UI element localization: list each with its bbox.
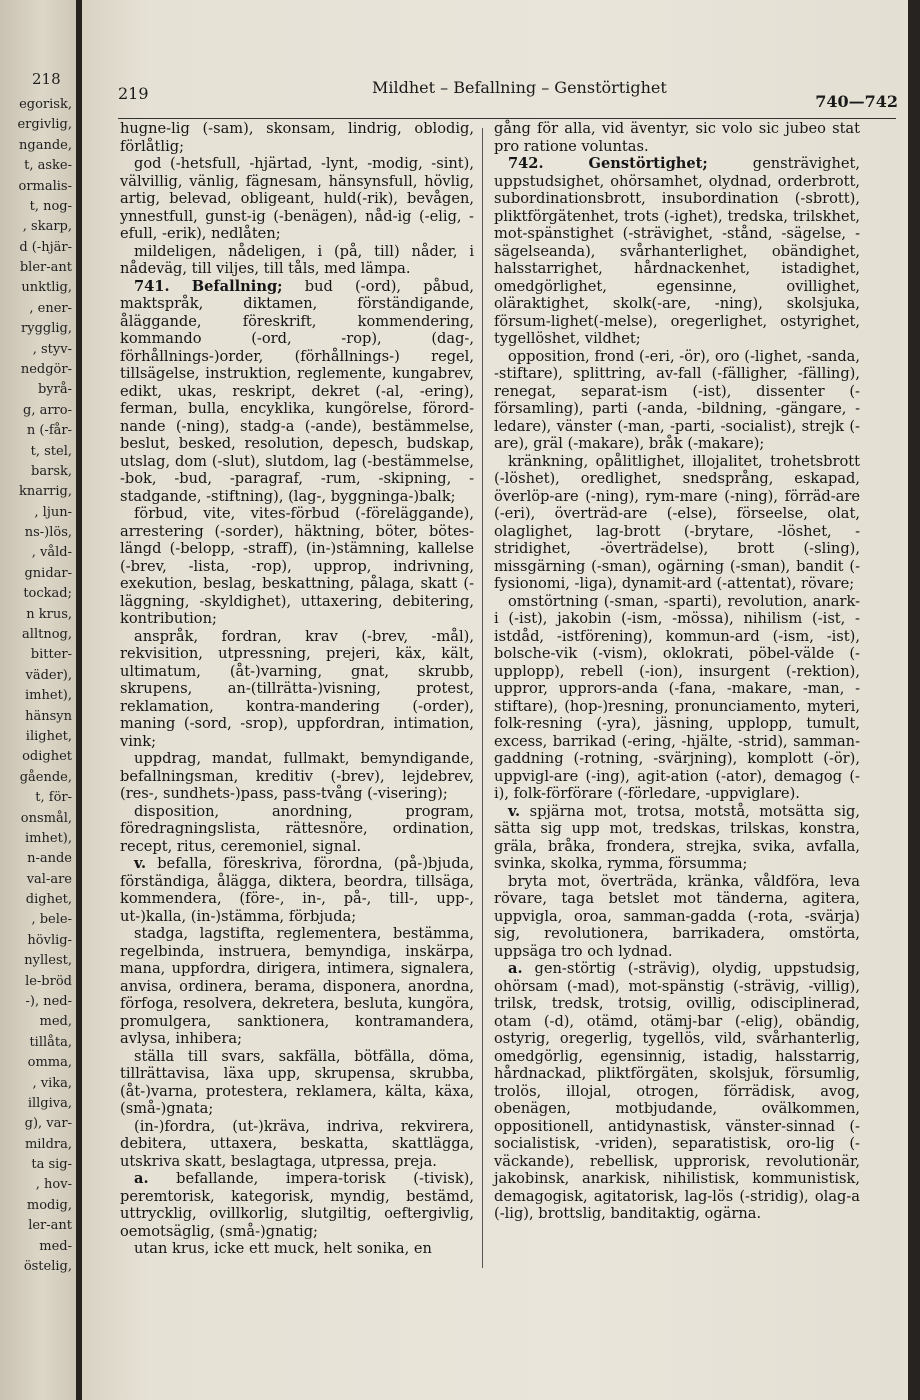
previous-page-fragment: bler-ant [19,260,72,275]
entry-text: förbud, vite, vites-förbud (-föreläggande), arrestering (-sorder), häktning, böter, bötes-längd (-belopp, -straff), (in-)stämning, kallelse (-brev, -lista, -rop), upprop, indrivning, exekution, beslag, beskattning, pålaga, skatt (-läggning, -skyldighet), uttaxering, debitering, kontribution; [120,505,474,627]
previous-page-number: 218 [32,70,61,88]
previous-page-fragment: imhet), [25,831,72,846]
header-rule [118,118,896,119]
previous-page-fragment: n krus, [26,607,72,622]
entry-text: gång för alla, vid äventyr, sic volo sic jubeo stat pro ratione voluntas. [494,120,860,155]
previous-page-strip [0,0,76,1400]
previous-page-fragment: , våld- [31,545,72,560]
dictionary-paragraph [120,278,474,506]
previous-page-fragment: t, nog- [29,199,72,214]
entry-range: 740—742 [815,92,898,111]
previous-page-fragment: g, arro- [23,403,72,418]
dictionary-paragraph [120,1118,474,1171]
previous-page-fragment: t, aske- [24,158,72,173]
previous-page-fragment: , ljun- [34,505,72,520]
entry-headword: Befallning; [191,277,283,295]
entry-text: bud (-ord), påbud, maktspråk, diktamen, förständigande, åläggande, föreskrift, kommendering, kommando (-ord, -rop), (dag-, förhållnings-)order, (förhållnings-) regel, tillsägelse, instruktion, reglemente, kungabrev, edikt, ukas, reskript, dekret (-al, -ering), ferman, bulla, encyklika, kungörelse, förord-nande (-ning), stadg-a (-ande), bestämmelse, beslut, besked, resolution, depesch, budskap, utslag, dom (-slut), slutdom, lag (-bestämmelse, -bok, -bud, -paragraf, -rum, -skipning, -stadgande, -stiftning), (lag-, byggninga-)balk; [120,277,475,505]
previous-page-fragment: val-are [26,872,72,887]
previous-page-fragment: gnidar- [24,566,72,581]
entry-headword: Genstörtighet; [588,155,708,172]
previous-page-fragment: med- [39,1239,72,1254]
running-title: Mildhet – Befallning – Genstörtighet [372,78,667,97]
entry-number: v. [134,855,147,872]
dictionary-paragraph [494,155,860,348]
entry-text: uppdrag, mandat, fullmakt, bemyndigande, befallningsman, kreditiv (-brev), lejdebrev, (res-, sundhets-)pass, pass-tvång (-visering); [120,750,474,802]
previous-page-fragment: t, för- [35,790,72,805]
previous-page-fragment: rygglig, [21,321,72,336]
previous-page-fragment: n-ande [27,851,72,866]
dictionary-paragraph [120,1048,474,1118]
previous-page-fragment: n (-får- [26,423,72,438]
previous-page-fragment: illgiva, [27,1096,72,1111]
dictionary-paragraph [120,1240,474,1258]
previous-page-fragment: hänsyn [25,709,72,724]
entry-text: befallande, impera-torisk (-tivisk), peremtorisk, kategorisk, myndig, bestämd, uttrycklig, ovillkorlig, slutgiltig, oeftergivlig, oemotsäglig, (små-)gnatig; [120,1170,474,1240]
entry-number: a. [134,1170,149,1187]
previous-page-fragment: imhet), [25,688,72,703]
previous-page-fragment: dighet, [25,892,72,907]
previous-page-fragment: med, [39,1014,72,1029]
dictionary-paragraph [120,925,474,1048]
previous-page-fragment: -), ned- [25,994,72,1009]
previous-page-fragment: knarrig, [18,484,72,499]
previous-page-fragment: egorisk, [19,97,72,112]
entry-text: gen-störtig (-strävig), olydig, uppstudsig, ohörsam (-mad), mot-spänstig (-strävig, -villig), trilsk, tredsk, trotsig, ovillig, odisciplinerad, otam (-d), otämd, otämj-bar (-elig), obändig, ostyrig, oregerlig, tygellös, vild, svårhanterlig, omedgörlig, egensinnig, istadig, halsstarrig, hårdnackad, pliktförgäten, skolsjuk, försumlig, trolös, illojal, otrogen, förrädisk, avog, obenägen, motbjudande, ovälkommen, oppositionell, antidynastisk, vänster-sinnad (-socialistisk, -vriden), separatistisk, oro-lig (-väckande), rebellisk, upprorisk, revolutionär, jakobinsk, anarkisk, nihilistisk, kommunistisk, demagogisk, agitatorisk, lag-lös (-stridig), olag-a (-lig), brottslig, banditaktig, ogärna. [494,960,861,1222]
entry-text: kränkning, opålitlighet, illojalitet, trohetsbrott (-löshet), oredlighet, snedsprång, eskapad, överlöp-are (-ning), rym-mare (-ning), förräd-are (-eri), överträd-are (-else), förseelse, olat, olaglighet, lag-brott (-brytare, -löshet, -stridighet, -överträdelse), brott (-sling), missgärning (-sman), ogärning (-sman), bandit (-fysionomi, -liga), dynamit-ard (-attentat), rövare; [494,452,860,592]
dictionary-paragraph [120,750,474,803]
previous-page-fragment: t, stel, [30,444,72,459]
previous-page-fragment: tockad; [23,586,72,601]
previous-page-fragment: nyllest, [24,953,72,968]
previous-page-fragment: ns-)lös, [24,525,72,540]
dictionary-paragraph [494,960,860,1223]
previous-page-fragment: ormalis- [18,179,72,194]
previous-page-fragment: unktlig, [21,280,72,295]
entry-text: bryta mot, överträda, kränka, våldföra, leva rövare, taga betslet mot tänderna, agitera, uppvigla, oroa, samman-gadda (-rota, -svärja) sig, revolutionera, barrikadera, omstörta, uppsäga tro och lydnad. [494,872,860,960]
previous-page-fragment: , skarp, [22,219,72,234]
entry-number: 741. [134,277,170,295]
previous-page-fragment: ergivlig, [17,117,72,132]
dictionary-paragraph [494,873,860,961]
dictionary-paragraph [120,855,474,925]
entry-text: befalla, föreskriva, förordna, (på-)bjuda, förständiga, ålägga, diktera, beordra, tillsäga, kommendera, (före-, in-, på-, till-, upp-, ut-)kalla, (in-)stämma, förbjuda; [120,855,474,925]
right-column [494,120,860,1223]
entry-text: utan krus, icke ett muck, helt sonika, en [134,1240,432,1257]
dictionary-paragraph [120,243,474,278]
left-column [120,120,474,1258]
dictionary-paragraph [494,803,860,873]
entry-text: gensträvighet, uppstudsighet, ohörsamhet, olydnad, orderbrott, subordinationsbrott, insubordination (-sbrott), pliktförgätenhet, trots (-ighet), tredska, trilskhet, mot-spänstighet (-strävighet, -stånd, -sägelse, -sägelseanda), svårhanterlighet, obändighet, halsstarrighet, hårdnackenhet, istadighet, omedgörlighet, egensinne, ovillighet, oläraktighet, skolk(-are, -ning), skolsjuka, försum-lighet(-melse), oregerlighet, ostyrighet, tygellöshet, vildhet; [494,155,861,347]
dictionary-paragraph [494,453,860,593]
entry-text: omstörtning (-sman, -sparti), revolution, anark-i (-ist), jakobin (-ism, -mössa), nihilism (-ist, -istdåd, -istförening), kommun-ard (-ism, -ist), bolsche-vik (-vism), oklokrati, pöbel-välde (-upplopp), rebell (-ion), insurgent (-rektion), uppror, upprors-anda (-fana, -makare, -man, -stiftare), (hop-)resning, pronunciamento, myteri, folk-resning (-yra), jäsning, upplopp, tumult, excess, barrikad (-ering, -hjälte, -strid), samman-gaddning (-rotning, -svärjning), komplott (-ör), uppvigl-are (-ing), agit-ation (-ator), demagog (-i), folk-förförare (-förledare, -uppviglare). [494,592,860,802]
entry-text: anspråk, fordran, krav (-brev, -mål), rekvisition, utpressning, prejeri, käx, kält, ultimatum, (åt-)varning, gnat, skrubb, skrupens, an-(tillrätta-)visning, protest, reklamation, kontra-mandering (-order), maning (-sord, -srop), uppfordran, intimation, vink; [120,627,474,750]
previous-page-fragment: ngande, [19,138,72,153]
previous-page-fragment: modig, [26,1198,72,1213]
previous-page-fragment: odighet [22,749,72,764]
entry-number: v. [508,802,521,820]
dictionary-paragraph [494,593,860,803]
dictionary-paragraph [120,628,474,751]
dictionary-paragraph [120,803,474,856]
entry-text: opposition, frond (-eri, -ör), oro (-lighet, -sanda, -stiftare), splittring, av-fall (-fälligher, -fälling), renegat, separat-ism (-ist), dissenter (-församling), parti (-anda, -bildning, -gängare, -ledare), vänster (-man, -parti, -socialist), strejk (-are), gräl (-makare), bråk (-makare); [494,347,860,452]
previous-page-fragment: byrå- [37,382,72,397]
previous-page-fragment: nedgör- [20,362,72,377]
previous-page-fragment: , ener- [29,301,72,316]
entry-text: disposition, anordning, program, föredragningslista, rättesnöre, ordination, recept, ritus, ceremoniel, signal. [120,802,474,855]
previous-page-fragment: barsk, [31,464,72,479]
previous-page-fragment: hövlig- [27,933,72,948]
entry-text: hugne-lig (-sam), skonsam, lindrig, oblodig, förlåtlig; [120,120,474,155]
page-number: 219 [118,84,149,103]
previous-page-fragment: mildra, [24,1137,72,1152]
entry-text: god (-hetsfull, -hjärtad, -lynt, -modig, -sint), välvillig, vänlig, fägnesam, hänsynsfull, hövlig, artig, belevad, obligeant, huld(-rik), bevågen, ynnestfull, gunst-ig (-benägen), nåd-ig (-elig, -efull, -erik), nedlåten; [120,155,474,242]
previous-page-fragment: östelig, [23,1259,72,1274]
entry-text: ställa till svars, sakfälla, bötfälla, döma, tillrättavisa, läxa upp, skrupensa, skrubba, (åt-)varna, protestera, reklamera, kälta, käxa, (små-)gnata; [120,1047,474,1117]
previous-page-fragment: , bele- [31,912,72,927]
previous-page-fragment: ler-ant [28,1218,72,1233]
dictionary-page [82,0,908,1400]
dictionary-paragraph [120,505,474,628]
entry-text: (in-)fordra, (ut-)kräva, indriva, rekvirera, debitera, uttaxera, beskatta, skattlägga, utskriva skatt, beslagtaga, utpressa, preja. [120,1117,474,1170]
previous-page-fragment: väder), [25,668,72,683]
previous-page-fragment: tillåta, [29,1035,72,1050]
entry-number: 742. [508,155,544,172]
dictionary-paragraph [494,348,860,453]
previous-page-fragment: alltnog, [22,627,72,642]
column-divider [482,128,483,1268]
previous-page-fragment: omma, [27,1055,72,1070]
previous-page-fragment: bitter- [30,647,72,662]
entry-text: spjärna mot, trotsa, motstå, motsätta sig, sätta sig upp mot, tredskas, trilskas, konstra, gräla, bråka, frondera, strejka, svika, avfalla, svinka, skolka, rymma, försumma; [494,802,860,872]
entry-text: mildeligen, nådeligen, i (på, till) nåder, i nådeväg, till viljes, till tåls, med lämpa. [120,242,474,277]
dictionary-paragraph [120,120,474,155]
entry-text: stadga, lagstifta, reglementera, bestämma, regelbinda, instruera, bemyndiga, inskärpa, mana, uppfordra, dirigera, intimera, signalera, anvisa, ordinera, berama, disponera, anordna, förfoga, resolvera, dekretera, besluta, kungöra, promulgera, sanktionera, kontramandera, avlysa, inhibera; [120,925,474,1047]
entry-number: a. [508,960,523,977]
page-header [118,78,904,112]
previous-page-fragment: gående, [19,770,72,785]
dictionary-paragraph [120,155,474,243]
previous-page-fragment: , styv- [32,342,72,357]
previous-page-fragment: onsmål, [20,811,72,826]
previous-page-fragment: le-bröd [25,974,72,989]
dictionary-paragraph [120,1170,474,1240]
previous-page-fragment: ta sig- [31,1157,72,1172]
dictionary-paragraph [494,120,860,155]
previous-page-fragment: d (-hjär- [19,240,72,255]
previous-page-fragment: ilighet, [25,729,72,744]
previous-page-fragment: , hov- [35,1177,72,1192]
previous-page-fragment: g), var- [24,1116,72,1131]
previous-page-fragment: , vika, [32,1076,72,1091]
